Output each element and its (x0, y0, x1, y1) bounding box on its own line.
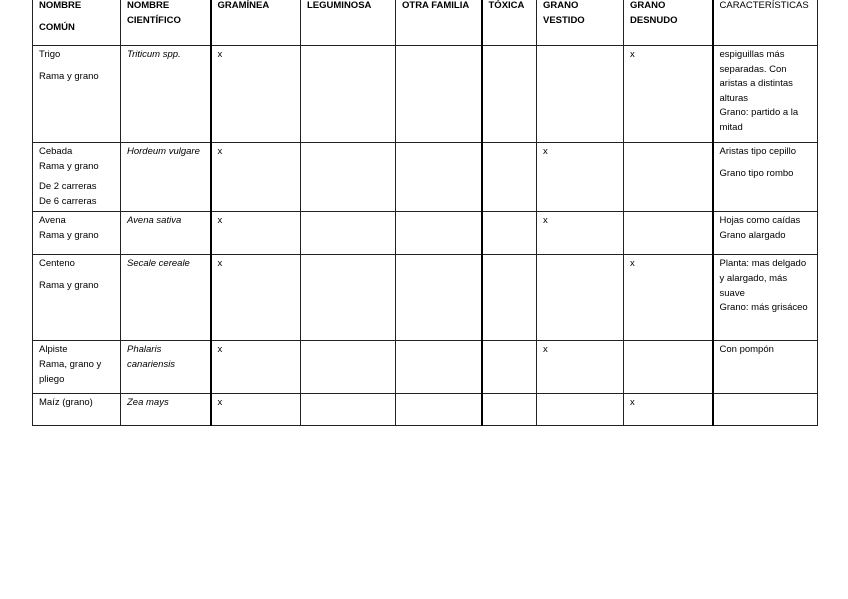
cell-graminea: x (211, 46, 301, 143)
cell-grano-vestido: x (537, 341, 624, 394)
table-row (33, 143, 818, 212)
cell-toxica (482, 394, 537, 426)
cell-leguminosa (301, 212, 396, 255)
cell-grano-vestido (537, 255, 624, 341)
cell-caracteristicas: espiguillas más separadas. Con aristas a distintas alturas Grano: partido a la mitad (713, 46, 818, 143)
cell-otra-familia (396, 143, 482, 212)
cell-caracteristicas: Aristas tipo cepillo Grano tipo rombo (713, 143, 818, 212)
table-row (33, 394, 818, 426)
cell-grano-desnudo: x (624, 255, 713, 341)
cell-leguminosa (301, 255, 396, 341)
cell-nombre-comun: Trigo Rama y grano (33, 46, 121, 143)
cell-nombre-cientifico: Zea mays (121, 394, 211, 426)
cell-graminea: x (211, 255, 301, 341)
cell-graminea: x (211, 212, 301, 255)
table-row (33, 341, 818, 394)
header-otra-familia: OTRA FAMILIA (396, 0, 482, 46)
cell-grano-desnudo (624, 212, 713, 255)
header-grano-desnudo: GRANO DESNUDO (624, 0, 713, 46)
cell-caracteristicas: Planta: mas delgado y alargado, más suave Grano: más grisáceo (713, 255, 818, 341)
cell-toxica (482, 46, 537, 143)
cell-grano-desnudo (624, 143, 713, 212)
cell-leguminosa (301, 46, 396, 143)
cell-leguminosa (301, 341, 396, 394)
cell-grano-desnudo: x (624, 394, 713, 426)
cell-leguminosa (301, 143, 396, 212)
cell-graminea: x (211, 394, 301, 426)
cell-nombre-comun: Centeno Rama y grano (33, 255, 121, 341)
table-row (33, 255, 818, 341)
cell-toxica (482, 143, 537, 212)
header-graminea: GRAMÍNEA (211, 0, 301, 46)
cell-nombre-comun: Alpiste Rama, grano y pliego (33, 341, 121, 394)
cell-grano-vestido (537, 46, 624, 143)
cell-grano-desnudo (624, 341, 713, 394)
cell-nombre-cientifico: Avena sativa (121, 212, 211, 255)
cell-nombre-cientifico: Hordeum vulgare (121, 143, 211, 212)
cell-graminea: x (211, 143, 301, 212)
cell-otra-familia (396, 212, 482, 255)
cell-toxica (482, 341, 537, 394)
header-nombre-cientifico: NOMBRE CIENTÍFICO (121, 0, 211, 46)
cell-grano-vestido: x (537, 212, 624, 255)
cell-otra-familia (396, 46, 482, 143)
cell-toxica (482, 255, 537, 341)
header-toxica: TÓXICA (482, 0, 537, 46)
cell-nombre-comun: Avena Rama y grano (33, 212, 121, 255)
cell-otra-familia (396, 341, 482, 394)
cell-leguminosa (301, 394, 396, 426)
header-caracteristicas: CARACTERÍSTICAS (713, 0, 818, 46)
header-leguminosa: LEGUMINOSA (301, 0, 396, 46)
table-row (33, 46, 818, 143)
cell-grano-vestido: x (537, 143, 624, 212)
cell-caracteristicas (713, 394, 818, 426)
table-row (33, 212, 818, 255)
cell-nombre-cientifico: Triticum spp. (121, 46, 211, 143)
cell-otra-familia (396, 394, 482, 426)
cell-grano-vestido (537, 394, 624, 426)
cell-caracteristicas: Con pompón (713, 341, 818, 394)
cell-caracteristicas: Hojas como caídas Grano alargado (713, 212, 818, 255)
header-grano-vestido: GRANO VESTIDO (537, 0, 624, 46)
cell-nombre-comun: Cebada Rama y grano De 2 carreras De 6 carreras (33, 143, 121, 212)
header-row (33, 0, 818, 46)
cereal-classification-table (32, 0, 818, 426)
cell-nombre-cientifico: Phalaris canariensis (121, 341, 211, 394)
cell-grano-desnudo: x (624, 46, 713, 143)
cell-nombre-cientifico: Secale cereale (121, 255, 211, 341)
cell-otra-familia (396, 255, 482, 341)
header-nombre-comun: NOMBRE COMÚN (33, 0, 121, 46)
cell-graminea: x (211, 341, 301, 394)
cell-toxica (482, 212, 537, 255)
cell-nombre-comun: Maíz (grano) (33, 394, 121, 426)
